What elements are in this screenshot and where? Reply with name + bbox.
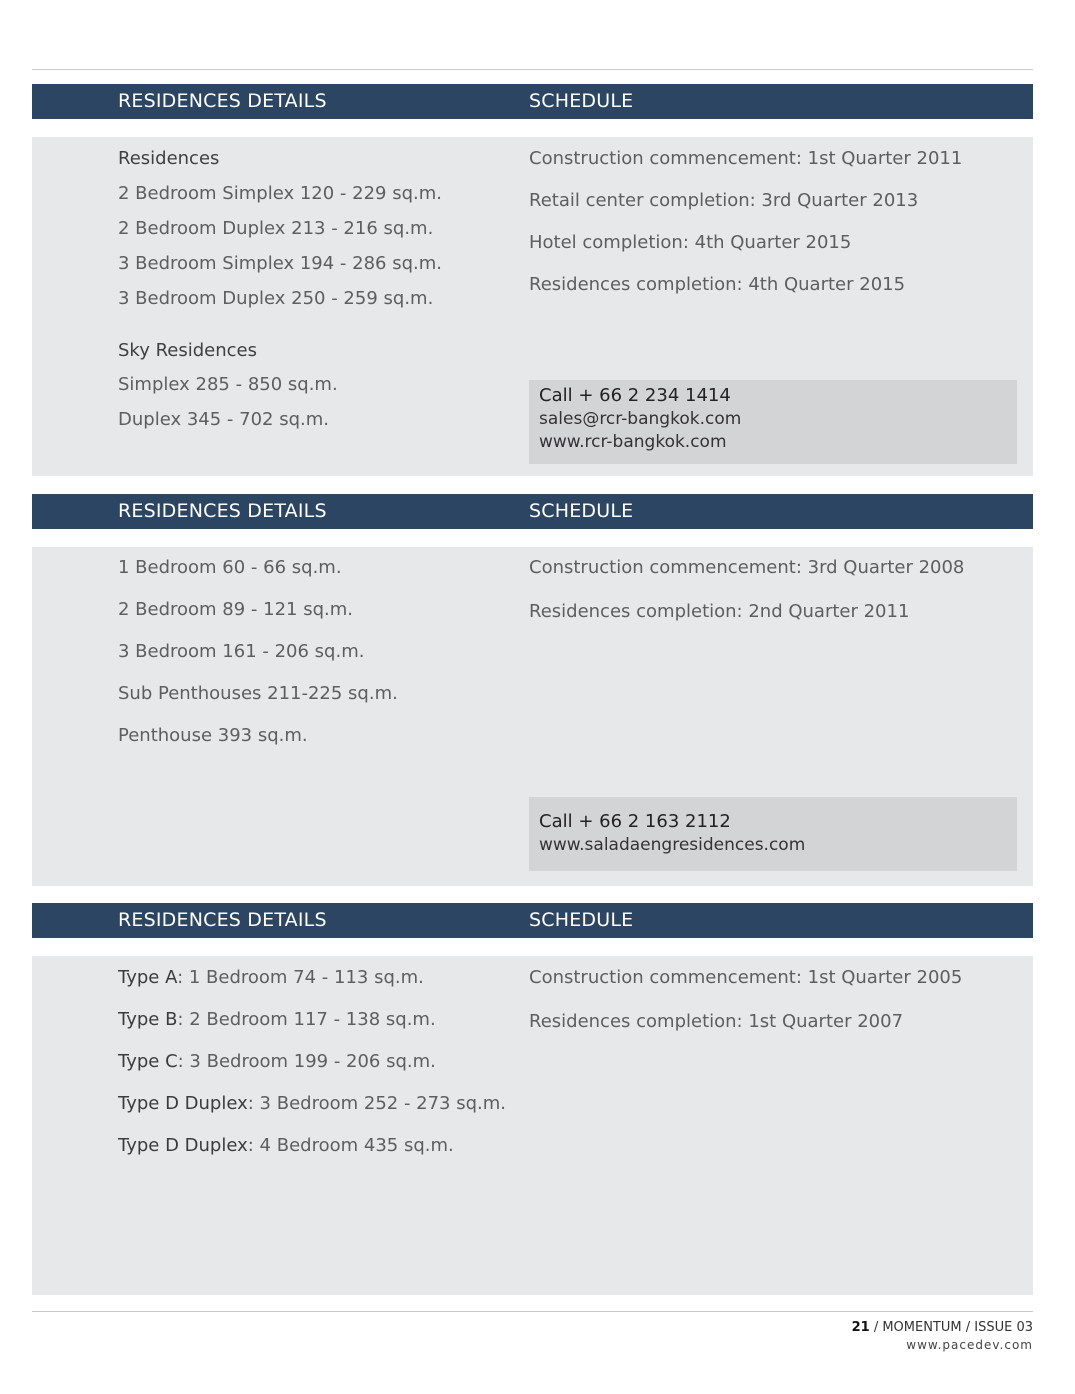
contact-email[interactable]: sales@rcr-bangkok.com bbox=[539, 409, 742, 429]
contact-website[interactable]: www.rcr-bangkok.com bbox=[539, 432, 727, 452]
list-item: 2 Bedroom 89 - 121 sq.m. bbox=[118, 599, 354, 620]
list-item: Penthouse 393 sq.m. bbox=[118, 725, 308, 746]
residences-details-title: RESIDENCES DETAILS bbox=[118, 909, 327, 931]
type-item: Type D Duplex: 4 Bedroom 435 sq.m. bbox=[118, 1135, 454, 1156]
schedule-item: Hotel completion: 4th Quarter 2015 bbox=[529, 232, 852, 253]
list-item: 3 Bedroom Simplex 194 - 286 sq.m. bbox=[118, 253, 442, 274]
list-item: Sub Penthouses 211-225 sq.m. bbox=[118, 683, 398, 704]
schedule-item: Construction commencement: 1st Quarter 2005 bbox=[529, 967, 963, 988]
list-item: 3 Bedroom Duplex 250 - 259 sq.m. bbox=[118, 288, 434, 309]
contact-phone[interactable]: Call + 66 2 163 2112 bbox=[539, 811, 731, 832]
contact-website[interactable]: www.saladaengresidences.com bbox=[539, 835, 806, 855]
schedule-item: Construction commencement: 1st Quarter 2011 bbox=[529, 148, 963, 169]
schedule-title: SCHEDULE bbox=[529, 500, 634, 522]
residences-heading: Residences bbox=[118, 148, 220, 169]
schedule-item: Construction commencement: 3rd Quarter 2008 bbox=[529, 557, 965, 578]
list-item: 3 Bedroom 161 - 206 sq.m. bbox=[118, 641, 365, 662]
bottom-rule bbox=[32, 1311, 1033, 1312]
publication-name: / MOMENTUM / ISSUE 03 bbox=[869, 1320, 1033, 1335]
schedule-item: Residences completion: 1st Quarter 2007 bbox=[529, 1011, 904, 1032]
list-item: 2 Bedroom Duplex 213 - 216 sq.m. bbox=[118, 218, 434, 239]
footer-issue bbox=[852, 1320, 1033, 1335]
schedule-title: SCHEDULE bbox=[529, 90, 634, 112]
contact-box-2 bbox=[529, 797, 1017, 871]
top-rule bbox=[32, 69, 1033, 70]
section-2-header-bar bbox=[32, 494, 1033, 529]
list-item: 1 Bedroom 60 - 66 sq.m. bbox=[118, 557, 342, 578]
contact-box-1 bbox=[529, 380, 1017, 464]
section-1-header-bar bbox=[32, 84, 1033, 119]
list-item: 2 Bedroom Simplex 120 - 229 sq.m. bbox=[118, 183, 442, 204]
schedule-item: Retail center completion: 3rd Quarter 2013 bbox=[529, 190, 919, 211]
sky-residences-heading: Sky Residences bbox=[118, 340, 257, 361]
residences-details-title: RESIDENCES DETAILS bbox=[118, 90, 327, 112]
section-3-header-bar bbox=[32, 903, 1033, 938]
residences-details-title: RESIDENCES DETAILS bbox=[118, 500, 327, 522]
section-3-panel bbox=[32, 956, 1033, 1295]
type-item: Type D Duplex: 3 Bedroom 252 - 273 sq.m. bbox=[118, 1093, 507, 1114]
schedule-item: Residences completion: 4th Quarter 2015 bbox=[529, 274, 906, 295]
footer-website[interactable]: www.pacedev.com bbox=[906, 1338, 1033, 1352]
page-number: 21 bbox=[851, 1320, 870, 1335]
schedule-item: Residences completion: 2nd Quarter 2011 bbox=[529, 601, 910, 622]
contact-phone[interactable]: Call + 66 2 234 1414 bbox=[539, 385, 731, 406]
type-item: Type B: 2 Bedroom 117 - 138 sq.m. bbox=[118, 1009, 436, 1030]
list-item: Simplex 285 - 850 sq.m. bbox=[118, 374, 338, 395]
schedule-title: SCHEDULE bbox=[529, 909, 634, 931]
type-item: Type C: 3 Bedroom 199 - 206 sq.m. bbox=[118, 1051, 436, 1072]
list-item: Duplex 345 - 702 sq.m. bbox=[118, 409, 329, 430]
type-item: Type A: 1 Bedroom 74 - 113 sq.m. bbox=[118, 967, 424, 988]
